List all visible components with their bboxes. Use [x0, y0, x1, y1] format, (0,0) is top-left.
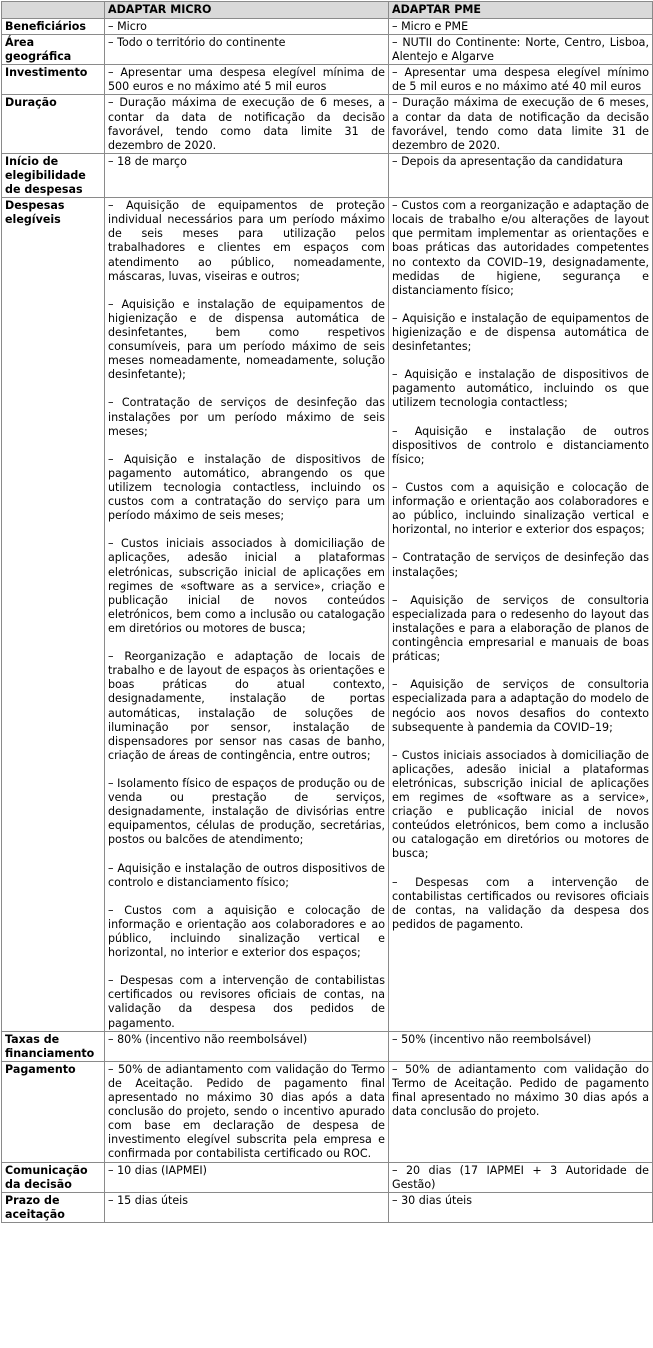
header-adaptar-pme: ADAPTAR PME [389, 2, 653, 19]
row-label: Duração [2, 95, 105, 153]
cell-paragraph: – Duração máxima de execução de 6 meses, a contar da data de notificação da decisão favorável, tendo como data limite 31 de dezembro de 2020. [392, 96, 649, 152]
comparison-table [1, 1, 653, 1223]
cell-paragraph: – Micro e PME [392, 20, 469, 33]
cell-paragraph: – 30 dias úteis [392, 1193, 473, 1207]
header-empty [2, 2, 105, 19]
cell-paragraph: – Aquisição de serviços de consultoria especializada para o redesenho do layout das instalações e para a elaboração de planos de contingência empresarial e manuais de boas práticas; [392, 593, 649, 664]
cell-micro [105, 1162, 389, 1192]
cell-micro [105, 1031, 389, 1061]
row-label: Prazo de aceitação [2, 1192, 105, 1222]
cell-paragraph: – Aquisição e instalação de equipamentos de higienização e de dispensa automática de desinfetantes; [392, 311, 649, 354]
row-label: Área geográfica [2, 35, 105, 65]
cell-paragraph: – Despesas com a intervenção de contabilistas certificados ou revisores oficiais de contas, na validação da despesa dos pedidos de pagamento. [392, 875, 649, 931]
cell-paragraph: – Custos iniciais associados à domiciliação de aplicações, adesão inicial a plataformas eletrónicas, subscrição inicial de aplicações em regimes de «software as a service», criação e publicação inicial de novos conteúdos eletrónicos, bem como a inclusão ou catalogação em diretórios ou motores de busca; [108, 537, 385, 635]
cell-paragraph: – Duração máxima de execução de 6 meses, a contar da data de notificação da decisão favorável, tendo como data limite 31 de dezembro de 2020. [108, 96, 385, 152]
cell-pme [389, 19, 653, 35]
table-row [2, 65, 653, 95]
cell-paragraph: – Contratação de serviços de desinfeção das instalações; [392, 551, 649, 579]
cell-paragraph: – Depois da apresentação da candidatura [392, 154, 624, 168]
cell-paragraph: – Aquisição e instalação de outros dispositivos de controlo e distanciamento físico; [392, 424, 649, 466]
cell-paragraph: – Aquisição e instalação de dispositivos de pagamento automático, abrangendo os que utilizem tecnologia contactless, incluindo os custos com a contratação do serviço para um período máximo de seis meses; [108, 452, 385, 523]
cell-paragraph: – Custos com a aquisição e colocação de informação e orientação aos colaboradores e ao público, incluindo sinalização vertical e horizontal, no interior e exterior dos espaços; [392, 481, 649, 537]
cell-paragraph: – 18 de março [108, 154, 187, 168]
cell-micro [105, 65, 389, 95]
row-label: Investimento [2, 65, 105, 95]
cell-paragraph: – Isolamento físico de espaços de produção ou de venda ou prestação de serviços, designadamente, instalação de divisórias entre equipamentos, células de produção, secretárias, postos ou balcões de atendimento; [108, 776, 385, 847]
cell-paragraph: – Contratação de serviços de desinfeção das instalações por um período máximo de seis meses; [108, 396, 385, 438]
cell-pme [389, 1162, 653, 1192]
cell-micro [105, 1061, 389, 1162]
cell-paragraph: – Reorganização e adaptação de locais de trabalho e de layout de espaços às orientações e boas práticas do atual contexto, designadamente, instalação de portas automáticas, instalação de soluções de iluminação por sensor, instalação de dispensadores por sensor nas casas de banho, criação de áreas de contingência, entre outros; [108, 650, 385, 762]
cell-paragraph: – NUTII do Continente: Norte, Centro, Lisboa, Alentejo e Algarve [392, 36, 649, 64]
cell-paragraph: – 80% (incentivo não reembolsável) [108, 1032, 308, 1046]
cell-paragraph: – 50% (incentivo não reembolsável) [392, 1032, 592, 1046]
cell-paragraph: – Todo o território do continente [108, 36, 286, 50]
cell-paragraph: – Aquisição e instalação de equipamentos de higienização e de dispensa automática de desinfetantes, bem como respetivos consumíveis, para um período máximo de seis meses nomeadamente, nomeadamente, solução desinfetante); [108, 297, 385, 382]
cell-micro [105, 19, 389, 35]
cell-pme [389, 35, 653, 65]
cell-paragraph: – Aquisição de equipamentos de proteção individual necessários para um período máximo de seis meses para utilização pelos trabalhadores e clientes em espaços com atendimento ao público, nomeadamente, máscaras, luvas, viseiras e outros; [108, 199, 385, 283]
cell-pme [389, 198, 653, 1032]
cell-paragraph: – 50% de adiantamento com validação do Termo de Aceitação. Pedido de pagamento final apresentado no máximo 30 dias após a data conclusão do projeto. [392, 1062, 649, 1119]
row-label: Pagamento [2, 1061, 105, 1162]
row-label: Beneficiários [2, 19, 105, 35]
cell-paragraph: – Apresentar uma despesa elegível mínimo de 5 mil euros e no máximo até 40 mil euros [392, 66, 649, 94]
row-label: Início de elegibilidade de despesas [2, 153, 105, 197]
header-row [2, 2, 653, 19]
table-row [2, 153, 653, 197]
cell-paragraph: – 20 dias (17 IAPMEI + 3 Autoridade de Gestão) [392, 1163, 649, 1191]
cell-paragraph: – 10 dias (IAPMEI) [108, 1163, 208, 1177]
cell-paragraph: – 15 dias úteis [108, 1193, 189, 1207]
cell-pme [389, 1031, 653, 1061]
cell-pme [389, 153, 653, 197]
row-label: Comunicação da decisão [2, 1162, 105, 1192]
cell-micro [105, 95, 389, 153]
cell-pme [389, 95, 653, 153]
cell-paragraph: – Custos com a aquisição e colocação de informação e orientação aos colaboradores e ao público, incluindo sinalização vertical e horizontal, no interior e exterior dos espaços; [108, 903, 385, 960]
cell-pme [389, 1061, 653, 1162]
cell-micro [105, 1192, 389, 1222]
row-label: Despesas elegíveis [2, 198, 105, 1032]
table-row [2, 19, 653, 35]
cell-micro [105, 35, 389, 65]
cell-paragraph: – Aquisição de serviços de consultoria especializada para a adaptação do modelo de negócio aos novos desafios do contexto subsequente à pandemia da COVID–19; [392, 678, 649, 734]
table-row [2, 1061, 653, 1162]
cell-paragraph: – 50% de adiantamento com validação do Termo de Aceitação. Pedido de pagamento final apresentado no máximo 30 dias após a data conclusão do projeto, sendo o incentivo apurado com base em declaração de despesa de investimento elegível subscrita pela empresa e confirmada por contabilista certificado ou ROC. [108, 1062, 385, 1161]
table-row [2, 198, 653, 1032]
table-body [2, 19, 653, 1223]
cell-paragraph: – Micro [108, 20, 147, 33]
header-adaptar-micro: ADAPTAR MICRO [105, 2, 389, 19]
table-row [2, 1162, 653, 1192]
table-row [2, 1192, 653, 1222]
table-row [2, 1031, 653, 1061]
table-row [2, 35, 653, 65]
cell-micro [105, 198, 389, 1032]
row-label: Taxas de financiamento [2, 1031, 105, 1061]
cell-pme [389, 65, 653, 95]
cell-paragraph: – Aquisição e instalação de outros dispositivos de controlo e distanciamento físico; [108, 861, 385, 889]
cell-pme [389, 1192, 653, 1222]
cell-paragraph: – Despesas com a intervenção de contabilistas certificados ou revisores oficiais de contas, na validação da despesa dos pedidos de pagamento. [108, 974, 385, 1030]
cell-paragraph: – Custos iniciais associados à domiciliação de aplicações, adesão inicial a plataformas eletrónicas, subscrição inicial de aplicações em regimes de «software as a service», criação e publicação inicial de novos conteúdos eletrónicos, bem como a inclusão ou catalogação em diretórios ou motores de busca; [392, 748, 649, 861]
cell-micro [105, 153, 389, 197]
cell-paragraph: – Custos com a reorganização e adaptação de locais de trabalho e/ou alterações de layout que permitam implementar as orientações e boas práticas das autoridades competentes no contexto da COVID–19, designadamente, medidas de higiene, segurança e distanciamento físico; [392, 199, 649, 297]
cell-paragraph: – Aquisição e instalação de dispositivos de pagamento automático, incluindo os que utilizem tecnologia contactless; [392, 368, 649, 410]
cell-paragraph: – Apresentar uma despesa elegível mínima de 500 euros e no máximo até 5 mil euros [108, 66, 385, 94]
table-row [2, 95, 653, 153]
